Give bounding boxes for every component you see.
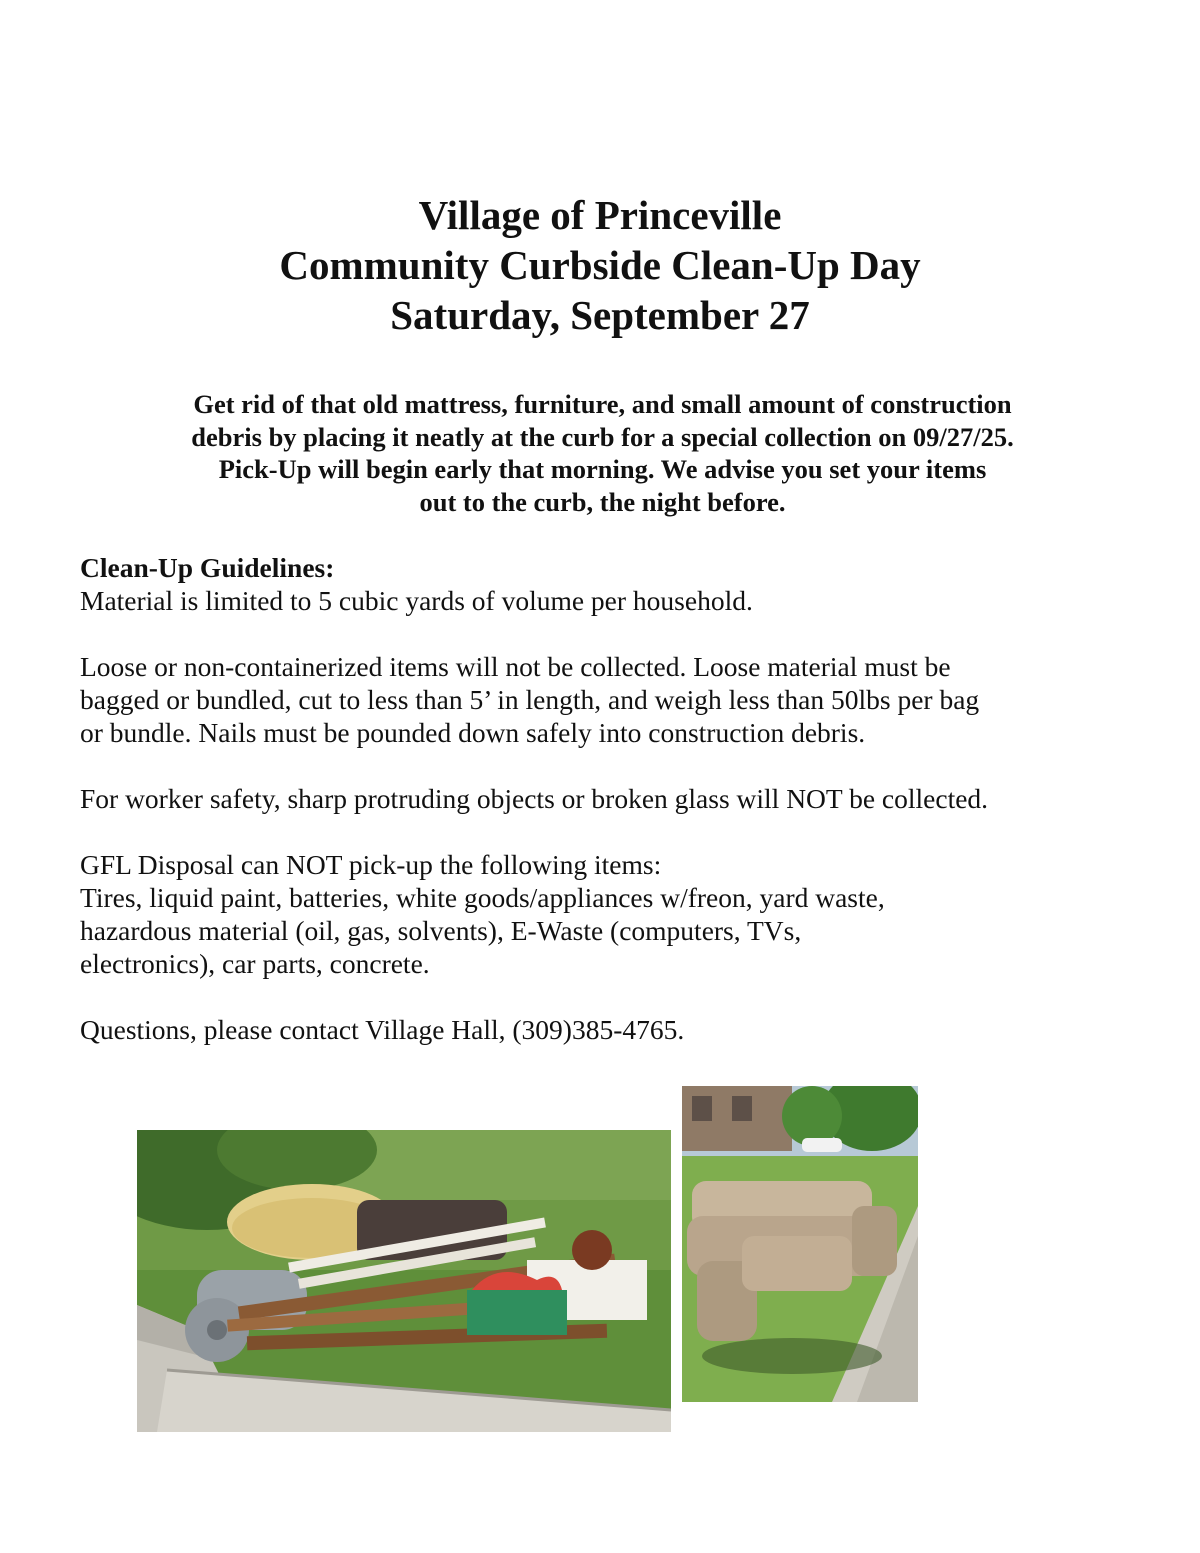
loose-material-line: Loose or non-containerized items will not be collected. Loose material must be	[80, 651, 951, 682]
title-date: Saturday, September 27	[390, 292, 810, 338]
exclusions-line: Tires, liquid paint, batteries, white goods/appliances w/freon, yard waste,	[80, 882, 885, 913]
guidelines-heading: Clean-Up Guidelines:	[80, 552, 335, 583]
intro-line: out to the curb, the night before.	[419, 486, 786, 517]
intro-line: debris by placing it neatly at the curb for a special collection on 09/27/25.	[191, 421, 1014, 452]
guidelines-section	[80, 551, 1140, 1046]
spacer	[80, 980, 1140, 1013]
sofa-photo	[682, 1086, 918, 1402]
intro-line: Pick-Up will begin early that morning. We advise you set your items	[218, 454, 987, 484]
intro-paragraph	[80, 388, 1125, 518]
intro-line: Get rid of that old mattress, furniture, and small amount of construction	[193, 389, 1012, 419]
loose-material-line: or bundle. Nails must be pounded down safely into construction debris.	[80, 717, 866, 748]
exclusions-line: electronics), car parts, concrete.	[80, 948, 430, 979]
spacer	[80, 749, 1140, 782]
debris-pile-photo	[137, 1130, 671, 1432]
volume-limit: Material is limited to 5 cubic yards of volume per household.	[80, 585, 753, 616]
title-village: Village of Princeville	[418, 192, 782, 238]
safety-note: For worker safety, sharp protruding objects or broken glass will NOT be collected.	[80, 783, 989, 814]
exclusions-line: hazardous material (oil, gas, solvents), E-Waste (computers, TVs,	[80, 915, 802, 946]
exclusions-intro: GFL Disposal can NOT pick-up the following items:	[80, 849, 662, 880]
contact-line: Questions, please contact Village Hall, (309)385-4765.	[80, 1014, 685, 1045]
spacer	[80, 815, 1140, 848]
title-event: Community Curbside Clean-Up Day	[279, 242, 921, 288]
flyer-title	[0, 190, 1200, 340]
loose-material-line: bagged or bundled, cut to less than 5’ in length, and weigh less than 50lbs per bag	[80, 684, 980, 715]
spacer	[80, 617, 1140, 650]
